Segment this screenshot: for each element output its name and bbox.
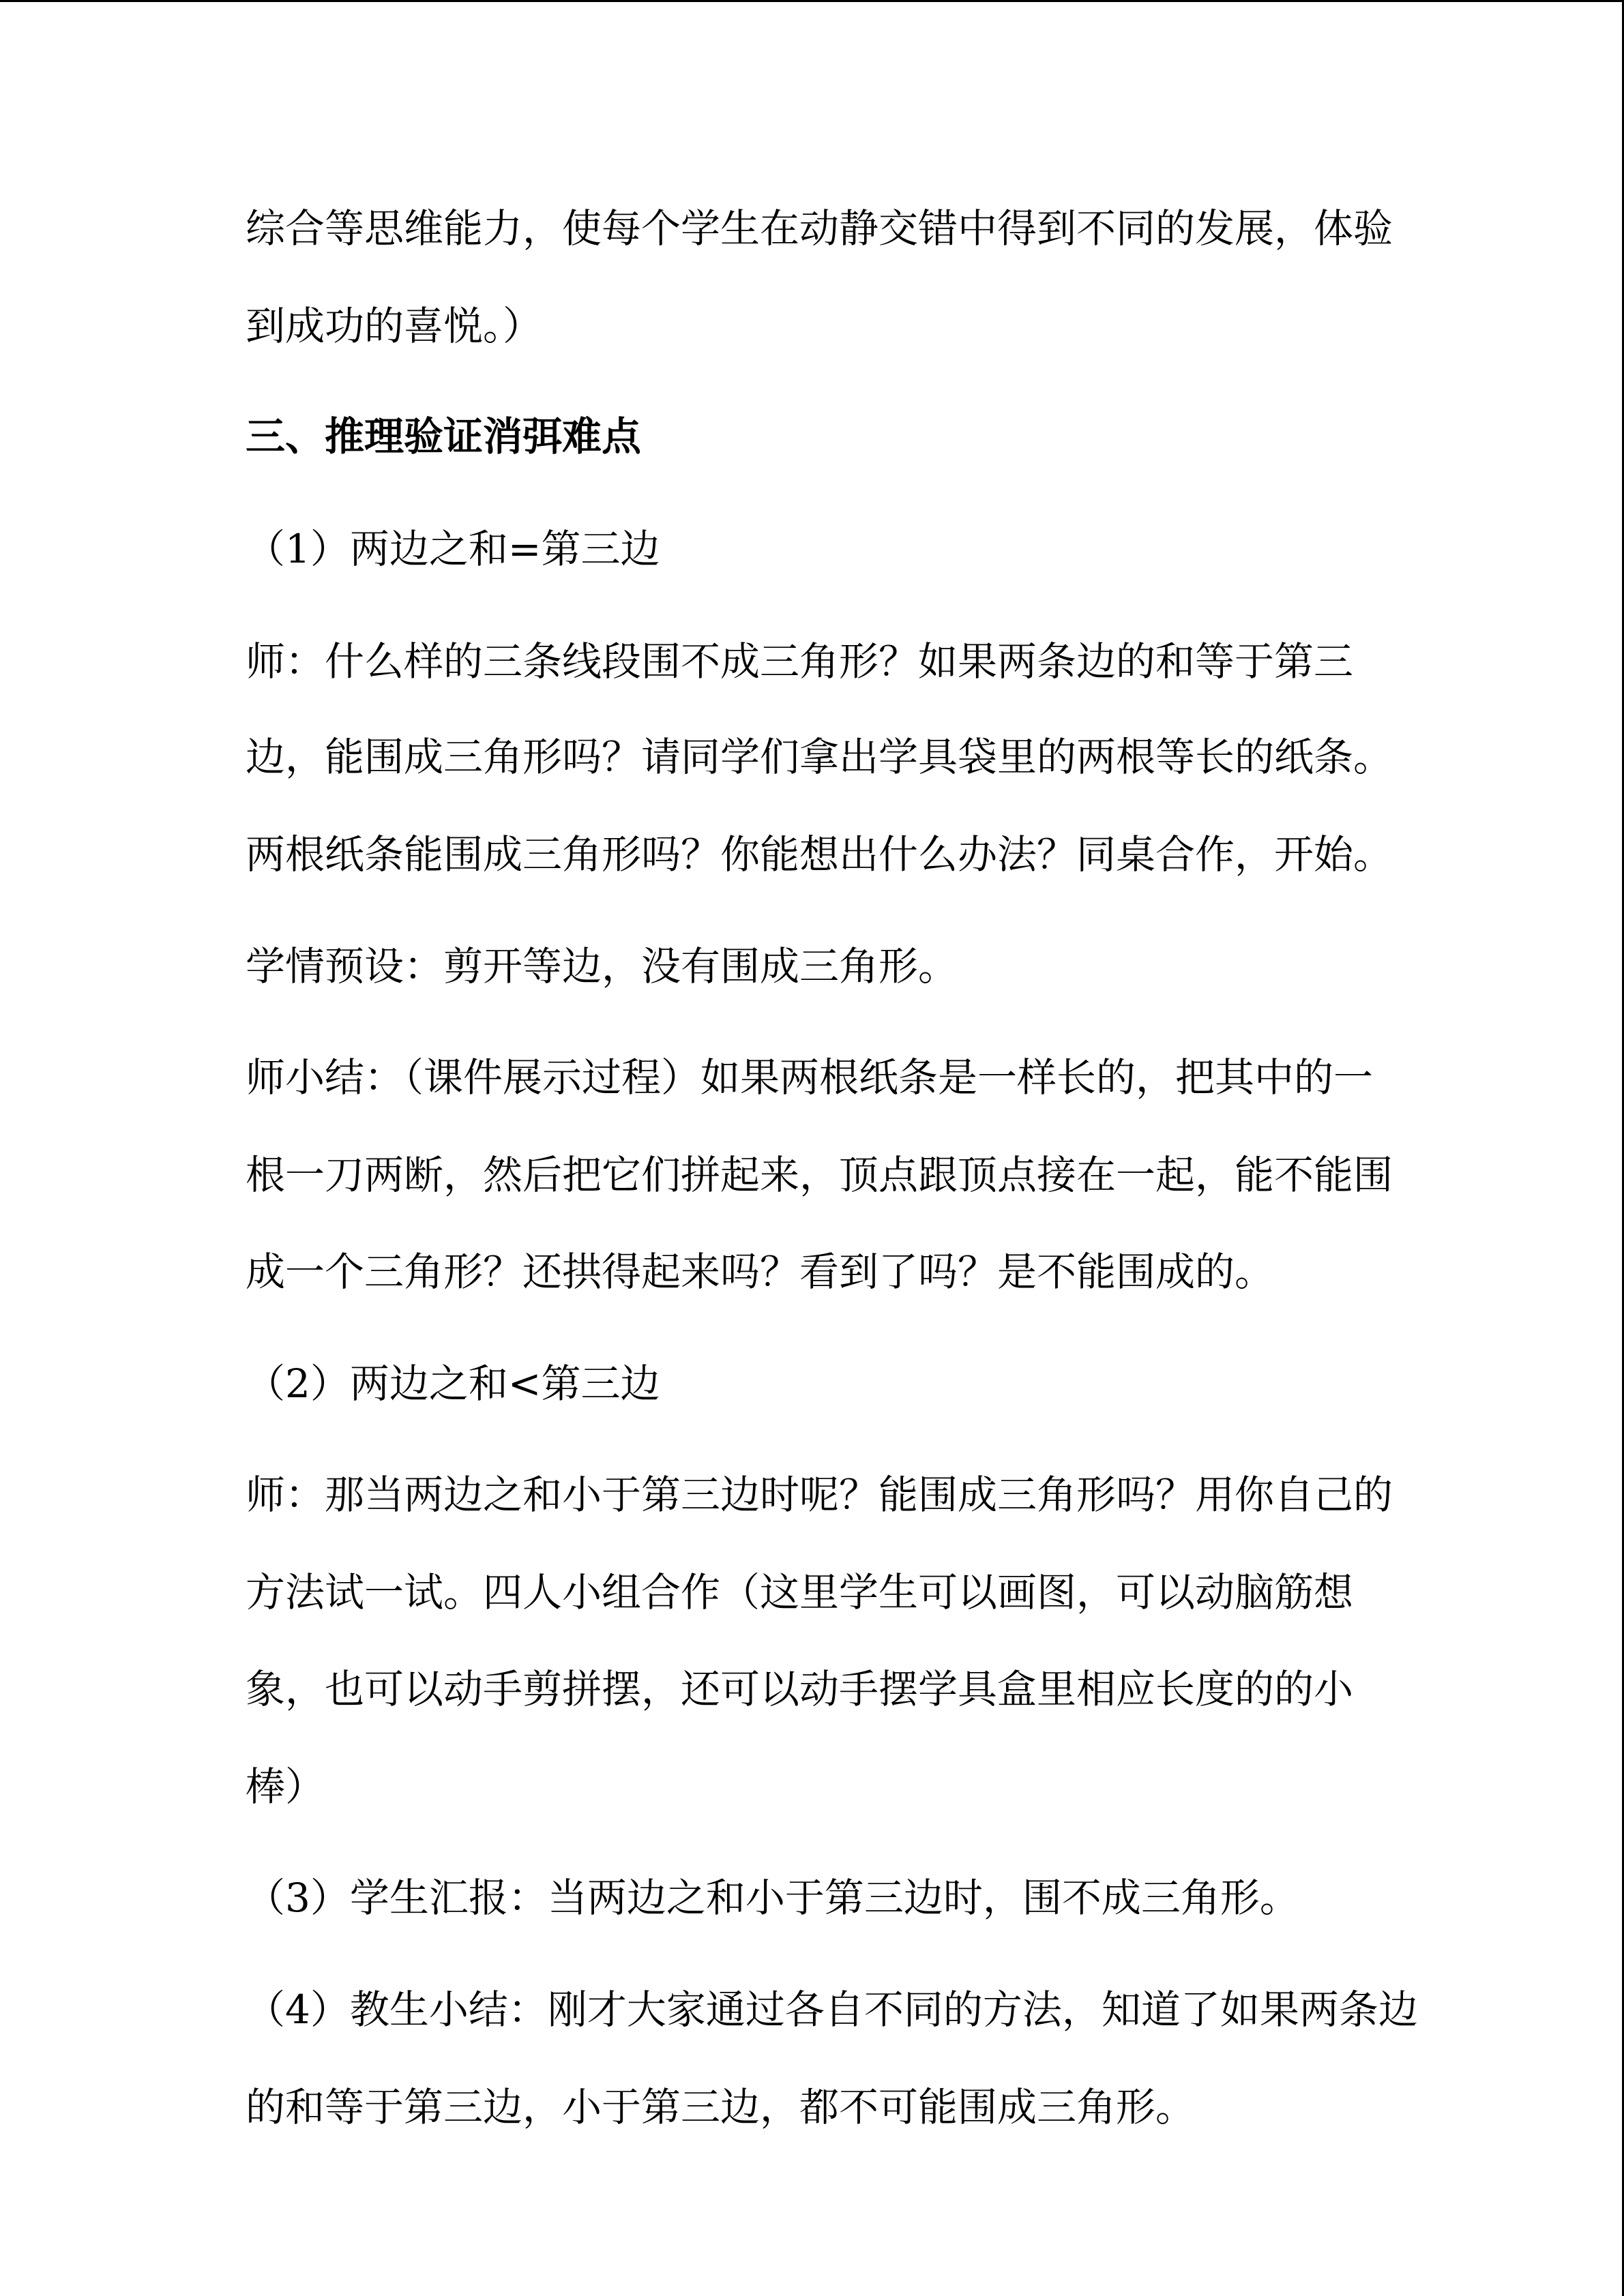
paragraph-line: 边，能围成三角形吗？请同学们拿出学具袋里的两根等长的纸条。 <box>246 734 1393 780</box>
paragraph-line: 棒） <box>246 1763 325 1810</box>
paragraph-line: （4）教生小结：刚才大家通过各自不同的方法，知道了如果两条边 <box>246 1986 1418 2033</box>
paragraph-line: 象，也可以动手剪拼摆，还可以动手摆学具盒里相应长度的的小 <box>246 1666 1354 1712</box>
paragraph-line: 成一个三角形？还拱得起来吗？看到了吗？是不能围成的。 <box>246 1249 1275 1295</box>
subsection-heading: （1）两边之和=第三边 <box>246 526 660 572</box>
paragraph-line: 到成功的喜悦。） <box>246 303 543 349</box>
paragraph-line: 师小结：（课件展示过程）如果两根纸条是一样长的，把其中的一 <box>246 1054 1374 1101</box>
paragraph-line: 根一刀两断，然后把它们拼起来，顶点跟顶点接在一起，能不能围 <box>246 1152 1393 1198</box>
paragraph-line: 师：那当两边之和小于第三边时呢？能围成三角形吗？用你自己的 <box>246 1472 1393 1518</box>
paragraph-line: 综合等思维能力，使每个学生在动静交错中得到不同的发展，体验 <box>246 205 1393 252</box>
paragraph-line: 学情预设：剪开等边，没有围成三角形。 <box>246 943 958 989</box>
paragraph-line: 的和等于第三边，小于第三边，都不可能围成三角形。 <box>246 2084 1196 2130</box>
page-top-border <box>0 0 1624 2</box>
paragraph-line: 师：什么样的三条线段围不成三角形？如果两条边的和等于第三 <box>246 638 1354 685</box>
section-heading: 三、推理验证消弭难点 <box>246 413 642 460</box>
paragraph-line: （3）学生汇报：当两边之和小于第三边时，围不成三角形。 <box>246 1875 1299 1921</box>
paragraph-line: 方法试一试。四人小组合作（这里学生可以画图，可以动脑筋想 <box>246 1569 1354 1615</box>
paragraph-line: 两根纸条能围成三角形吗？你能想出什么办法？同桌合作，开始。 <box>246 831 1393 878</box>
subsection-heading: （2）两边之和<第三边 <box>246 1360 660 1407</box>
